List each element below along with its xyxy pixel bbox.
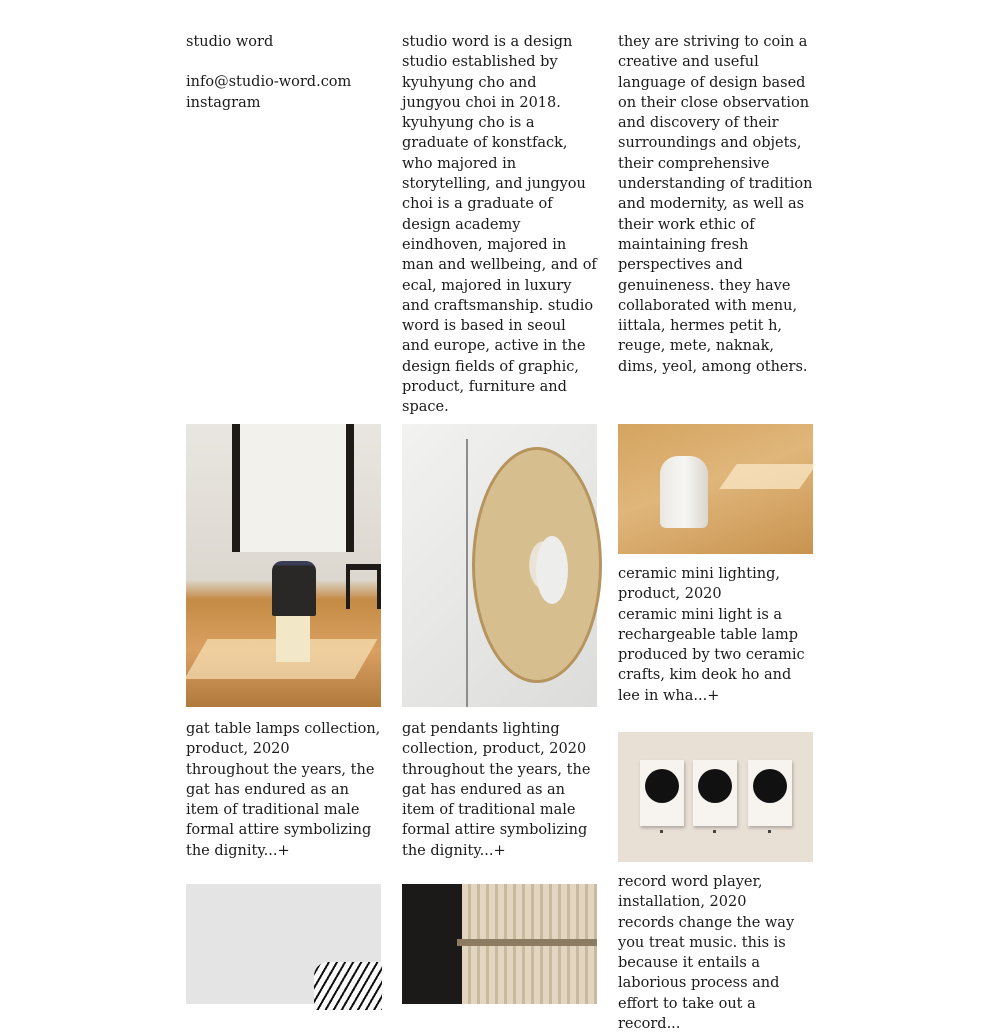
project-card-partial-middle[interactable] [402,884,597,1004]
project-title: gat pendants lighting collection, product, 2020 [402,721,587,758]
project-caption [618,872,813,1034]
project-caption [618,564,813,706]
instagram-link[interactable]: instagram [186,94,261,111]
about-text-1: studio word is a design studio established by kyuhyung cho and jungyou choi in 2018. kyuhyung cho is a graduate of konstfack, who majored in storytelling, and jungyou choi is a graduate of design academy eindhoven, majored in man and wellbeing, and of ecal, majored in luxury and craftsmanship. studio word is based in seoul and europe, active in the design fields of graphic, product, furniture and space. [402,34,597,416]
project-title: record word player, installation, 2020 [618,874,763,911]
project-excerpt[interactable]: throughout the years, the gat has endured as an item of traditional male formal attire symbolizing the dignity...+ [186,761,375,859]
about-text-2: they are striving to coin a creative and useful language of design based on their close observation and discovery of their surroundings and objets, their comprehensive understanding of tradition and modernity, as well as their work ethic of maintaining fresh perspectives and genuineness. they have collaborated with menu, iittala, hermes petit h, reuge, mete, naknak, dims, yeol, among others. [618,34,813,375]
email-link[interactable]: info@studio-word.com [186,74,352,91]
project-caption [402,719,597,861]
studio-info [186,32,381,113]
project-image[interactable] [186,884,381,1004]
project-title: gat table lamps collection, product, 2020 [186,721,381,758]
studio-name: studio word [186,34,274,50]
about-paragraph-1 [402,32,597,418]
project-title: ceramic mini lighting, product, 2020 [618,566,780,603]
project-card-ceramic-mini-lighting[interactable] [618,424,813,706]
about-paragraph-2 [618,32,813,377]
project-caption [186,719,381,861]
project-image[interactable] [402,884,597,1004]
project-image[interactable] [618,424,813,554]
project-card-record-word-player[interactable] [618,732,813,1034]
project-card-gat-pendants[interactable] [402,424,597,861]
project-image[interactable] [402,424,597,707]
project-image[interactable] [186,424,381,707]
project-excerpt[interactable]: records change the way you treat music. this is because it entails a laborious process and effort to take out a record... [618,914,795,1033]
project-card-gat-table-lamps[interactable] [186,424,381,861]
project-card-partial-left[interactable] [186,884,381,1004]
project-image[interactable] [618,732,813,862]
project-excerpt[interactable]: ceramic mini light is a rechargeable table lamp produced by two ceramic crafts, kim deok ho and lee in wha...+ [618,606,805,704]
project-excerpt[interactable]: throughout the years, the gat has endured as an item of traditional male formal attire symbolizing the dignity...+ [402,761,591,859]
